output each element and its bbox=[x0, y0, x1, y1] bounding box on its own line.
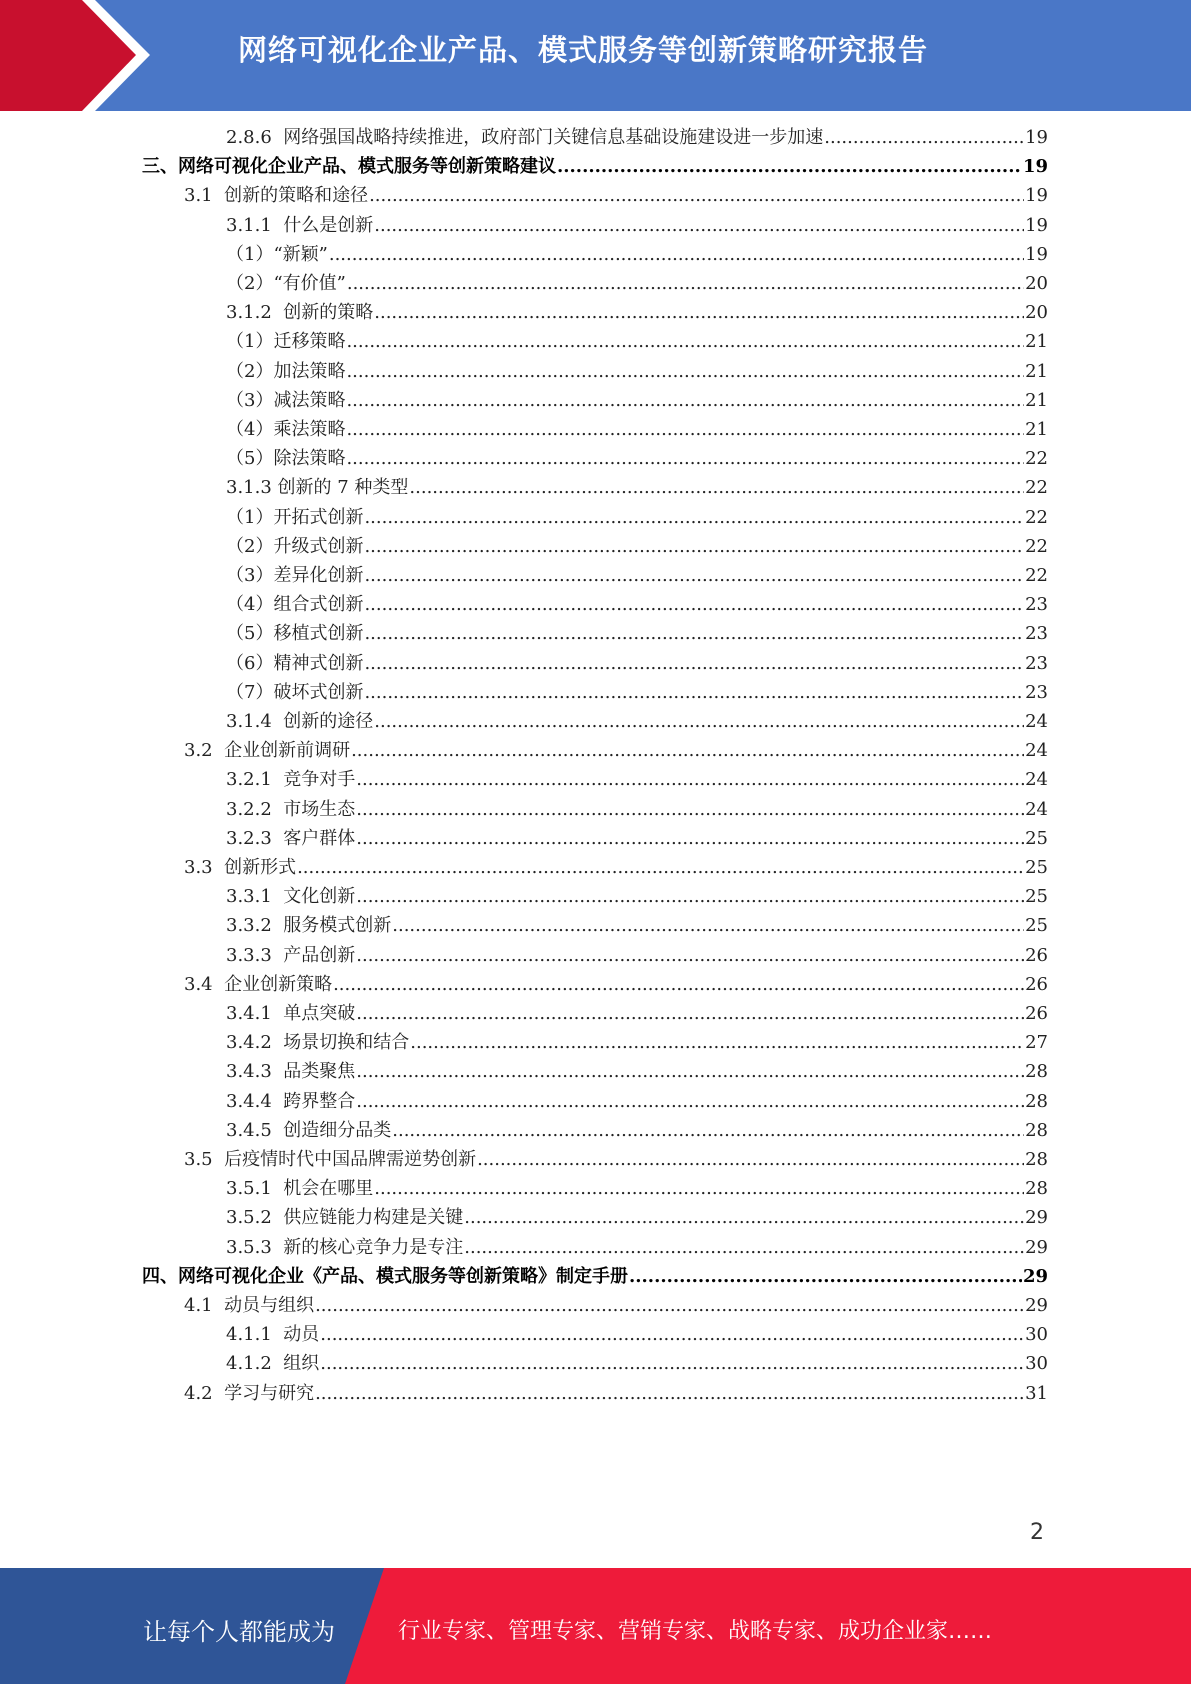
toc-entry[interactable] bbox=[0, 151, 1048, 182]
toc-entry[interactable] bbox=[0, 1290, 1048, 1321]
toc-entry-page: 19 bbox=[1025, 185, 1048, 207]
toc-dot-leader bbox=[346, 326, 1024, 357]
toc-entry-page: 20 bbox=[1025, 273, 1048, 294]
toc-entry-page: 19 bbox=[1025, 243, 1048, 265]
toc-entry-page: 26 bbox=[1025, 944, 1048, 966]
toc-entry[interactable] bbox=[0, 472, 1048, 503]
toc-entry-label: 3.5 后疫情时代中国品牌需逆势创新 bbox=[184, 1149, 477, 1170]
toc-entry[interactable] bbox=[0, 823, 1048, 854]
toc-dot-leader bbox=[557, 151, 1022, 182]
toc-entry-page: 22 bbox=[1025, 506, 1048, 528]
footer-slogan-left: 让每个人都能成为 bbox=[143, 1618, 335, 1646]
toc-dot-leader bbox=[364, 531, 1024, 562]
toc-entry-label: 4.1.1 动员 bbox=[226, 1324, 320, 1346]
toc-dot-leader bbox=[374, 210, 1024, 241]
toc-entry[interactable] bbox=[0, 239, 1048, 270]
toc-entry[interactable] bbox=[0, 443, 1048, 474]
toc-dot-leader bbox=[320, 1319, 1024, 1350]
toc-entry-label: （5）除法策略 bbox=[226, 448, 346, 470]
toc-entry[interactable] bbox=[0, 1348, 1048, 1379]
toc-dot-leader bbox=[477, 1144, 1024, 1175]
toc-entry-label: （1）开拓式创新 bbox=[226, 506, 364, 528]
toc-entry[interactable] bbox=[0, 618, 1048, 649]
toc-entry-label: 3.1.2 创新的策略 bbox=[226, 302, 374, 324]
toc-entry-label: 3.1 创新的策略和途径 bbox=[184, 185, 369, 207]
toc-entry-label: 三、网络可视化企业产品、模式服务等创新策略建议 bbox=[142, 156, 556, 178]
toc-dot-leader bbox=[356, 881, 1024, 912]
toc-entry-label: 3.5.2 供应链能力构建是关键 bbox=[226, 1207, 464, 1229]
toc-entry-page: 21 bbox=[1025, 389, 1048, 411]
toc-entry-page: 28 bbox=[1025, 1178, 1048, 1200]
toc-dot-leader bbox=[333, 969, 1024, 1000]
toc-entry[interactable] bbox=[0, 998, 1048, 1029]
toc-dot-leader bbox=[329, 239, 1024, 270]
toc-entry-page: 19 bbox=[1022, 156, 1048, 178]
toc-dot-leader bbox=[297, 852, 1024, 883]
toc-entry-page: 19 bbox=[1025, 127, 1048, 148]
toc-entry-page: 30 bbox=[1025, 1324, 1048, 1346]
toc-dot-leader bbox=[356, 998, 1024, 1029]
toc-dot-leader bbox=[392, 910, 1024, 941]
toc-dot-leader bbox=[392, 1115, 1024, 1146]
toc-dot-leader bbox=[364, 618, 1024, 649]
toc-dot-leader bbox=[629, 1261, 1022, 1292]
toc-dot-leader bbox=[364, 677, 1024, 708]
toc-entry[interactable] bbox=[0, 1115, 1048, 1146]
toc-entry-page: 28 bbox=[1025, 1090, 1048, 1112]
toc-dot-leader bbox=[315, 1290, 1024, 1321]
toc-entry[interactable] bbox=[0, 356, 1048, 387]
toc-entry[interactable] bbox=[0, 326, 1048, 357]
toc-entry-label: 3.4 企业创新策略 bbox=[184, 973, 333, 995]
toc-dot-leader bbox=[356, 940, 1024, 971]
toc-entry[interactable] bbox=[0, 1027, 1048, 1058]
toc-dot-leader bbox=[356, 1056, 1024, 1087]
toc-entry-label: 3.4.1 单点突破 bbox=[226, 1003, 356, 1024]
toc-dot-leader bbox=[369, 180, 1024, 211]
toc-entry-label: 3.4.4 跨界整合 bbox=[226, 1090, 356, 1112]
toc-entry-label: （3）差异化创新 bbox=[226, 565, 364, 586]
toc-entry[interactable] bbox=[0, 852, 1048, 883]
page-number: 2 bbox=[1030, 1520, 1044, 1545]
toc-entry-label: 3.1.1 什么是创新 bbox=[226, 214, 374, 236]
toc-dot-leader bbox=[364, 589, 1024, 620]
toc-entry-page: 22 bbox=[1025, 448, 1048, 470]
toc-entry-page: 22 bbox=[1025, 565, 1048, 586]
toc-entry[interactable] bbox=[0, 1173, 1048, 1204]
toc-dot-leader bbox=[351, 735, 1024, 766]
toc-dot-leader bbox=[374, 297, 1024, 328]
toc-entry[interactable] bbox=[0, 677, 1048, 708]
toc-entry[interactable] bbox=[0, 385, 1048, 416]
toc-dot-leader bbox=[364, 502, 1024, 533]
toc-entry-label: 3.2.2 市场生态 bbox=[226, 798, 356, 820]
toc-entry[interactable] bbox=[0, 502, 1048, 533]
toc-entry-label: 3.4.5 创造细分品类 bbox=[226, 1119, 392, 1141]
toc-entry[interactable] bbox=[0, 1232, 1048, 1263]
toc-entry[interactable] bbox=[0, 706, 1048, 737]
toc-dot-leader bbox=[374, 1173, 1024, 1204]
toc-entry[interactable] bbox=[0, 1319, 1048, 1350]
toc-entry-label: 四、网络可视化企业《产品、模式服务等创新策略》制定手册 bbox=[142, 1265, 628, 1287]
toc-entry-page: 28 bbox=[1025, 1149, 1048, 1170]
toc-entry[interactable] bbox=[0, 764, 1048, 795]
toc-entry-page: 21 bbox=[1025, 331, 1048, 353]
toc-dot-leader bbox=[346, 385, 1024, 416]
toc-entry-label: 2.8.6 网络强国战略持续推进，政府部门关键信息基础设施建设进一步加速 bbox=[226, 127, 824, 148]
toc-dot-leader bbox=[364, 648, 1024, 679]
toc-dot-leader bbox=[346, 356, 1024, 387]
toc-entry-page: 24 bbox=[1025, 769, 1048, 791]
toc-entry[interactable] bbox=[0, 1261, 1048, 1292]
toc-entry-page: 25 bbox=[1025, 915, 1048, 937]
toc-entry-label: 3.3.2 服务模式创新 bbox=[226, 915, 392, 937]
toc-entry-label: （7）破坏式创新 bbox=[226, 681, 364, 703]
toc-entry-page: 28 bbox=[1025, 1061, 1048, 1083]
toc-entry-page: 26 bbox=[1025, 973, 1048, 995]
toc-entry-label: 3.3.1 文化创新 bbox=[226, 886, 356, 908]
toc-entry-label: （2）升级式创新 bbox=[226, 535, 364, 557]
toc-entry-page: 23 bbox=[1025, 652, 1048, 674]
toc-entry-page: 21 bbox=[1025, 360, 1048, 382]
toc-entry-label: 3.5.1 机会在哪里 bbox=[226, 1178, 374, 1200]
toc-dot-leader bbox=[356, 764, 1024, 795]
toc-dot-leader bbox=[409, 472, 1024, 503]
report-title: 网络可视化企业产品、模式服务等创新策略研究报告 bbox=[238, 33, 929, 67]
toc-entry-label: 3.2.1 竞争对手 bbox=[226, 769, 356, 791]
toc-entry[interactable] bbox=[0, 1086, 1048, 1117]
toc-dot-leader bbox=[464, 1202, 1024, 1233]
toc-entry[interactable] bbox=[0, 735, 1048, 766]
toc-entry-page: 24 bbox=[1025, 798, 1048, 820]
toc-entry-label: 3.1.3 创新的 7 种类型 bbox=[226, 477, 409, 499]
toc-entry[interactable] bbox=[0, 940, 1048, 971]
toc-entry[interactable] bbox=[0, 122, 1048, 153]
toc-entry[interactable] bbox=[0, 210, 1048, 241]
toc-entry[interactable] bbox=[0, 180, 1048, 211]
toc-entry-label: （2）“有价值” bbox=[226, 273, 346, 294]
toc-entry-page: 30 bbox=[1025, 1353, 1048, 1375]
toc-entry-label: （5）移植式创新 bbox=[226, 623, 364, 645]
toc-entry-page: 24 bbox=[1025, 740, 1048, 762]
toc-entry[interactable] bbox=[0, 297, 1048, 328]
toc-entry[interactable] bbox=[0, 794, 1048, 825]
toc-entry-label: 3.3.3 产品创新 bbox=[226, 944, 356, 966]
toc-entry-label: （1）“新颖” bbox=[226, 243, 328, 265]
toc-entry-label: （3）减法策略 bbox=[226, 389, 346, 411]
toc-entry-label: 4.2 学习与研究 bbox=[184, 1382, 315, 1404]
toc-dot-leader bbox=[356, 823, 1024, 854]
toc-entry-label: 3.4.2 场景切换和结合 bbox=[226, 1032, 410, 1054]
toc-entry-page: 25 bbox=[1025, 827, 1048, 849]
toc-entry-label: 3.2 企业创新前调研 bbox=[184, 740, 351, 762]
toc-entry-page: 29 bbox=[1025, 1207, 1048, 1229]
toc-dot-leader bbox=[364, 560, 1024, 591]
toc-dot-leader bbox=[374, 706, 1024, 737]
toc-dot-leader bbox=[346, 414, 1024, 445]
toc-entry-label: （2）加法策略 bbox=[226, 360, 346, 382]
toc-entry[interactable] bbox=[0, 268, 1048, 299]
header-banner bbox=[0, 0, 1191, 111]
toc-entry-page: 22 bbox=[1025, 535, 1048, 557]
toc-entry-page: 29 bbox=[1022, 1265, 1048, 1287]
toc-dot-leader bbox=[356, 794, 1024, 825]
toc-entry-page: 25 bbox=[1025, 857, 1048, 878]
toc-entry-label: （1）迁移策略 bbox=[226, 331, 346, 353]
toc-dot-leader bbox=[346, 443, 1024, 474]
toc-entry[interactable] bbox=[0, 531, 1048, 562]
toc-entry-page: 27 bbox=[1025, 1032, 1048, 1054]
toc-entry-label: 3.5.3 新的核心竞争力是专注 bbox=[226, 1236, 464, 1258]
toc-entry-page: 24 bbox=[1025, 711, 1048, 732]
toc-entry-page: 29 bbox=[1025, 1295, 1048, 1316]
toc-entry-page: 23 bbox=[1025, 594, 1048, 616]
toc-entry-page: 31 bbox=[1025, 1382, 1048, 1404]
toc-entry[interactable] bbox=[0, 1144, 1048, 1175]
toc-entry-label: （4）乘法策略 bbox=[226, 419, 346, 440]
toc-entry-label: （4）组合式创新 bbox=[226, 594, 364, 616]
toc-dot-leader bbox=[315, 1378, 1024, 1409]
toc-entry-page: 26 bbox=[1025, 1003, 1048, 1024]
toc-entry-page: 21 bbox=[1025, 419, 1048, 440]
toc-entry-page: 22 bbox=[1025, 477, 1048, 499]
toc-entry-page: 25 bbox=[1025, 886, 1048, 908]
toc-entry[interactable] bbox=[0, 589, 1048, 620]
toc-dot-leader bbox=[347, 268, 1024, 299]
toc-entry-label: 4.1.2 组织 bbox=[226, 1353, 320, 1375]
toc-entry-label: 4.1 动员与组织 bbox=[184, 1295, 315, 1316]
toc-entry-page: 20 bbox=[1025, 302, 1048, 324]
toc-entry-label: 3.2.3 客户群体 bbox=[226, 827, 356, 849]
toc-entry-page: 23 bbox=[1025, 623, 1048, 645]
toc-dot-leader bbox=[464, 1232, 1024, 1263]
toc-dot-leader bbox=[320, 1348, 1024, 1379]
toc-entry-page: 29 bbox=[1025, 1236, 1048, 1258]
toc-entry[interactable] bbox=[0, 414, 1048, 445]
toc-entry[interactable] bbox=[0, 560, 1048, 591]
toc-entry-page: 19 bbox=[1025, 214, 1048, 236]
toc-dot-leader bbox=[356, 1086, 1024, 1117]
toc-entry-page: 28 bbox=[1025, 1119, 1048, 1141]
toc-entry[interactable] bbox=[0, 648, 1048, 679]
toc-entry-label: 3.4.3 品类聚焦 bbox=[226, 1061, 356, 1083]
toc-entry-label: 3.3 创新形式 bbox=[184, 857, 297, 878]
toc-entry-label: （6）精神式创新 bbox=[226, 652, 364, 674]
toc-dot-leader bbox=[824, 122, 1024, 153]
toc-entry[interactable] bbox=[0, 910, 1048, 941]
toc-entry-page: 23 bbox=[1025, 681, 1048, 703]
footer-slogan-right: 行业专家、管理专家、营销专家、战略专家、成功企业家…… bbox=[398, 1619, 993, 1644]
toc-entry-label: 3.1.4 创新的途径 bbox=[226, 711, 374, 732]
toc-entry[interactable] bbox=[0, 1056, 1048, 1087]
toc-dot-leader bbox=[410, 1027, 1024, 1058]
toc-entry[interactable] bbox=[0, 1202, 1048, 1233]
toc-entry[interactable] bbox=[0, 1378, 1048, 1409]
toc-entry[interactable] bbox=[0, 881, 1048, 912]
toc-entry[interactable] bbox=[0, 969, 1048, 1000]
